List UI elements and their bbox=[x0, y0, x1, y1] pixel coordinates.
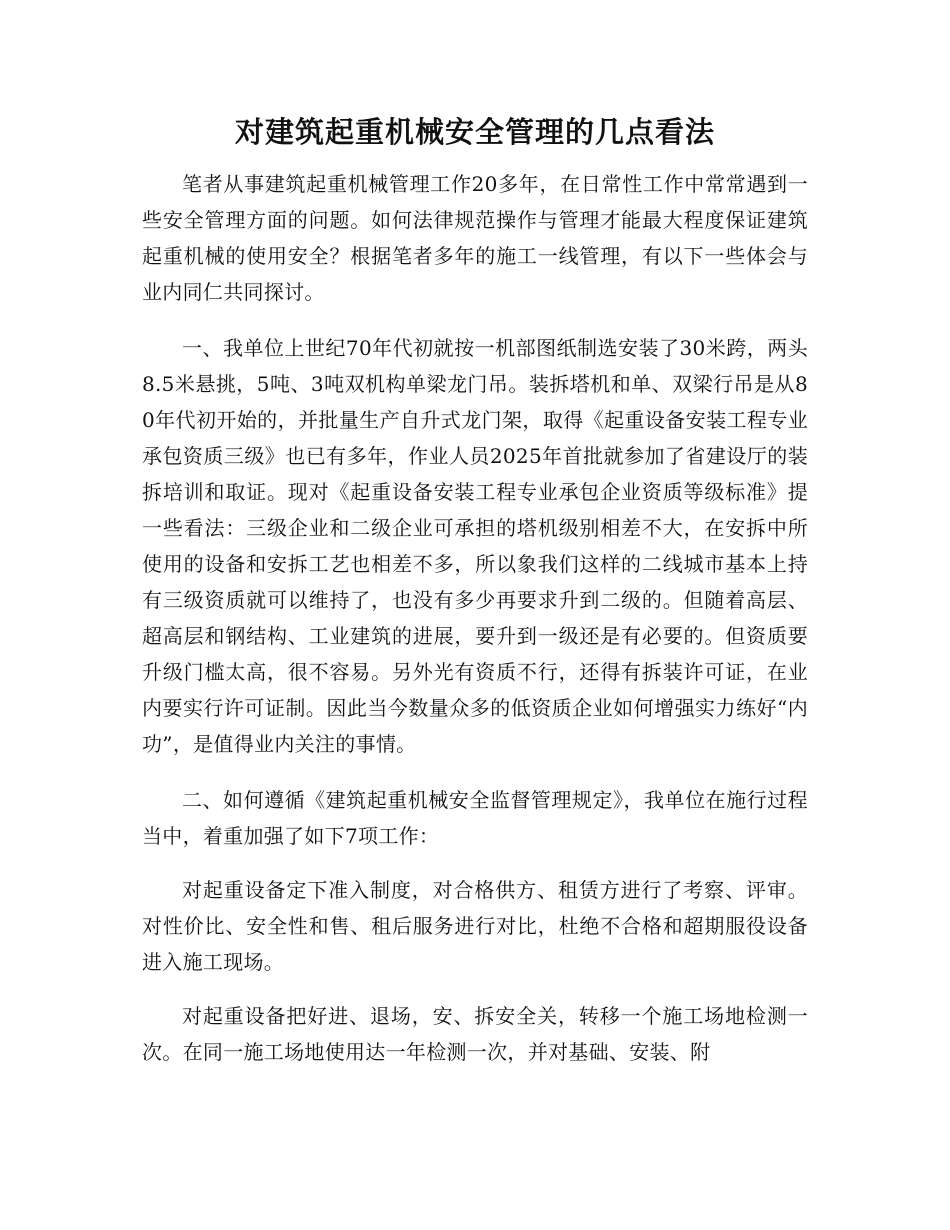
document-title: 对建筑起重机械安全管理的几点看法 bbox=[234, 115, 715, 149]
paragraph-item-inspection: 对起重设备把好进、退场，安、拆安全关，转移一个施工场地检测一次。在同一施工场地使用达一年检测一次，并对基础、安装、附 bbox=[142, 1004, 808, 1064]
paragraph-intro: 笔者从事建筑起重机械管理工作20多年，在日常性工作中常常遇到一些安全管理方面的问题。如何法律规范操作与管理才能最大程度保证建筑起重机械的使用安全？根据笔者多年的施工一线管理，有以下一些体会与业内同仁共同探讨。 bbox=[142, 172, 808, 304]
document-body bbox=[142, 166, 808, 1070]
paragraph-section-two: 二、如何遵循《建筑起重机械安全监督管理规定》，我单位在施行过程当中，着重加强了如下7项工作： bbox=[142, 788, 808, 848]
paragraph-item-access: 对起重设备定下准入制度，对合格供方、租赁方进行了考察、评审。对性价比、安全性和售、租后服务进行对比，杜绝不合格和超期服役设备进入施工现场。 bbox=[142, 878, 808, 974]
paragraph-section-one: 一、我单位上世纪70年代初就按一机部图纸制选安装了30米跨，两头8.5米悬挑，5吨、3吨双机构单梁龙门吊。装拆塔机和单、双梁行吊是从80年代初开始的，并批量生产自升式龙门架，取得《起重设备安装工程专业承包资质三级》也已有多年，作业人员2025年首批就参加了省建设厅的装拆培训和取证。现对《起重设备安装工程专业承包企业资质等级标准》提一些看法：三级企业和二级企业可承担的塔机级别相差不大，在安拆中所使用的设备和安拆工艺也相差不多，所以象我们这样的二线城市基本上持有三级资质就可以维持了，也没有多少再要求升到二级的。但随着高层、超高层和钢结构、工业建筑的进展，要升到一级还是有必要的。但资质要升级门槛太高，很不容易。另外光有资质不行，还得有拆装许可证，在业内要实行许可证制。因此当今数量众多的低资质企业如何增强实力练好“内功”，是值得业内关注的事情。 bbox=[142, 336, 808, 756]
